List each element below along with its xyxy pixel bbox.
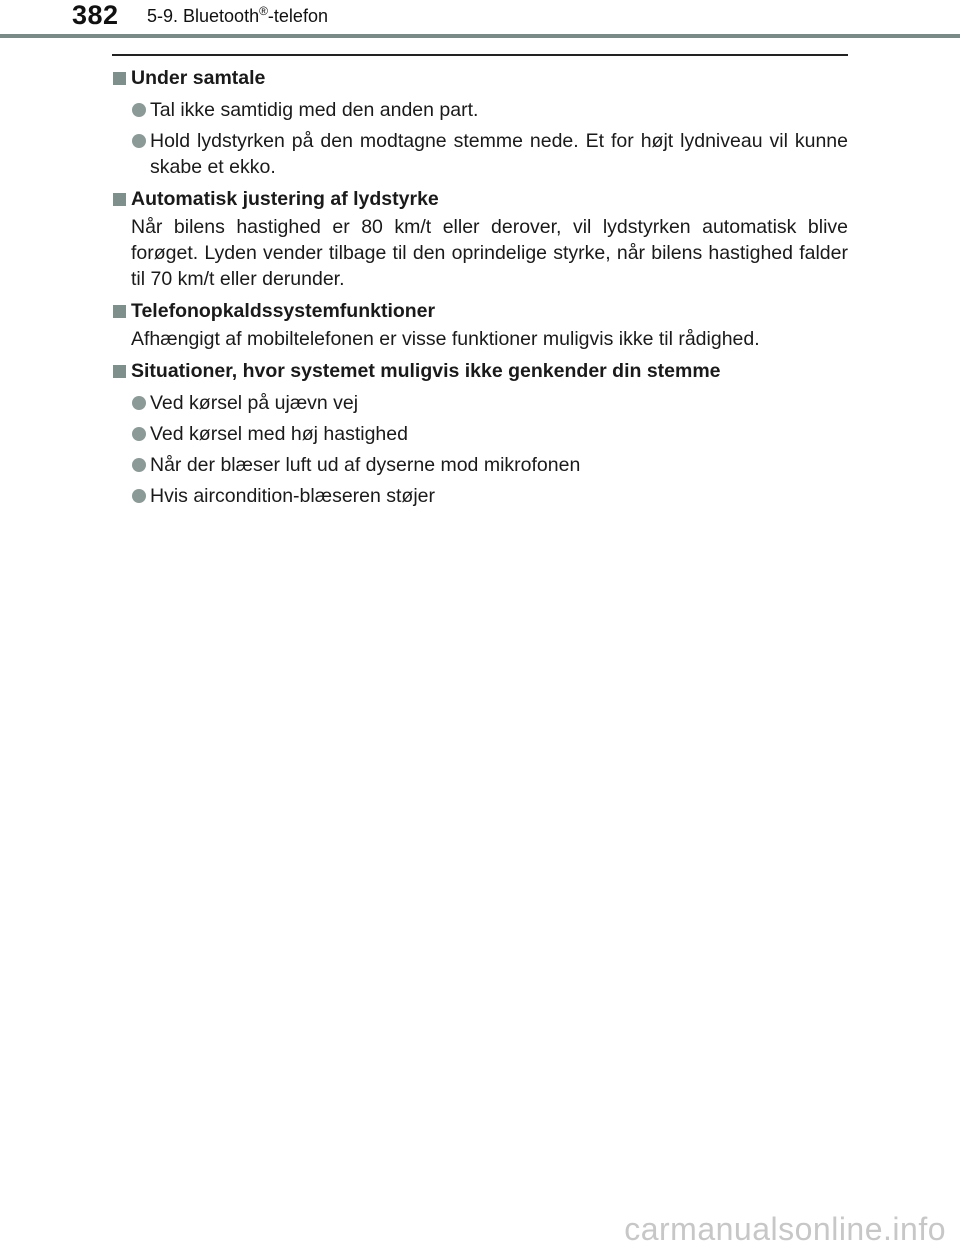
list-item — [112, 483, 848, 509]
circle-bullet-icon — [132, 458, 146, 472]
header-divider — [0, 34, 960, 38]
chapter-title-suffix: -telefon — [267, 6, 328, 26]
section-situationer — [112, 357, 848, 509]
heading-text: Situationer, hvor systemet muligvis ikke genkender din stemme — [131, 360, 721, 382]
list-item-text: Hold lydstyrken på den modtagne stemme nede. Et for højt lydniveau vil kunne skabe et ekko. — [150, 130, 848, 178]
chapter-title-prefix: 5-9. Bluetooth — [147, 6, 260, 26]
watermark: carmanualsonline.info — [624, 1211, 946, 1247]
list-item — [112, 97, 848, 123]
section-heading — [112, 185, 848, 213]
square-bullet-icon — [113, 72, 126, 85]
content-divider — [112, 54, 848, 56]
list-item — [112, 128, 848, 180]
section-under-samtale — [112, 64, 848, 180]
list-item-text: Hvis aircondition-blæseren støjer — [150, 485, 436, 507]
circle-bullet-icon — [132, 103, 146, 117]
square-bullet-icon — [113, 305, 126, 318]
heading-text: Telefonopkaldssystemfunktioner — [131, 300, 436, 322]
list-item — [112, 452, 848, 478]
circle-bullet-icon — [132, 489, 146, 503]
section-heading — [112, 64, 848, 92]
page-content — [112, 64, 848, 514]
list-item-text: Når der blæser luft ud af dyserne mod mikrofonen — [150, 454, 581, 476]
section-paragraph: Afhængigt af mobiltelefonen er visse funktioner muligvis ikke til rådighed. — [131, 328, 760, 350]
chapter-title — [147, 6, 328, 27]
section-heading — [112, 357, 848, 385]
section-telefonopkald — [112, 297, 848, 352]
page-header — [0, 0, 960, 40]
circle-bullet-icon — [132, 427, 146, 441]
heading-text: Under samtale — [131, 67, 266, 89]
list-item-text: Ved kørsel på ujævn vej — [150, 392, 359, 414]
square-bullet-icon — [113, 193, 126, 206]
list-item — [112, 421, 848, 447]
square-bullet-icon — [113, 365, 126, 378]
list-item-text: Ved kørsel med høj hastighed — [150, 423, 408, 445]
registered-mark: ® — [259, 4, 268, 18]
heading-text: Automatisk justering af lydstyrke — [131, 188, 439, 210]
list-item-text: Tal ikke samtidig med den anden part. — [150, 99, 479, 121]
section-heading — [112, 297, 848, 325]
circle-bullet-icon — [132, 396, 146, 410]
section-automatisk-justering — [112, 185, 848, 292]
circle-bullet-icon — [132, 134, 146, 148]
section-paragraph: Når bilens hastighed er 80 km/t eller derover, vil lydstyrken automatisk blive forøget. Lyden vender tilbage til den oprindelige styrke, når bilens hastighed falder til 70 km/t eller derunder. — [131, 216, 848, 290]
list-item — [112, 390, 848, 416]
page-number: 382 — [72, 0, 119, 30]
